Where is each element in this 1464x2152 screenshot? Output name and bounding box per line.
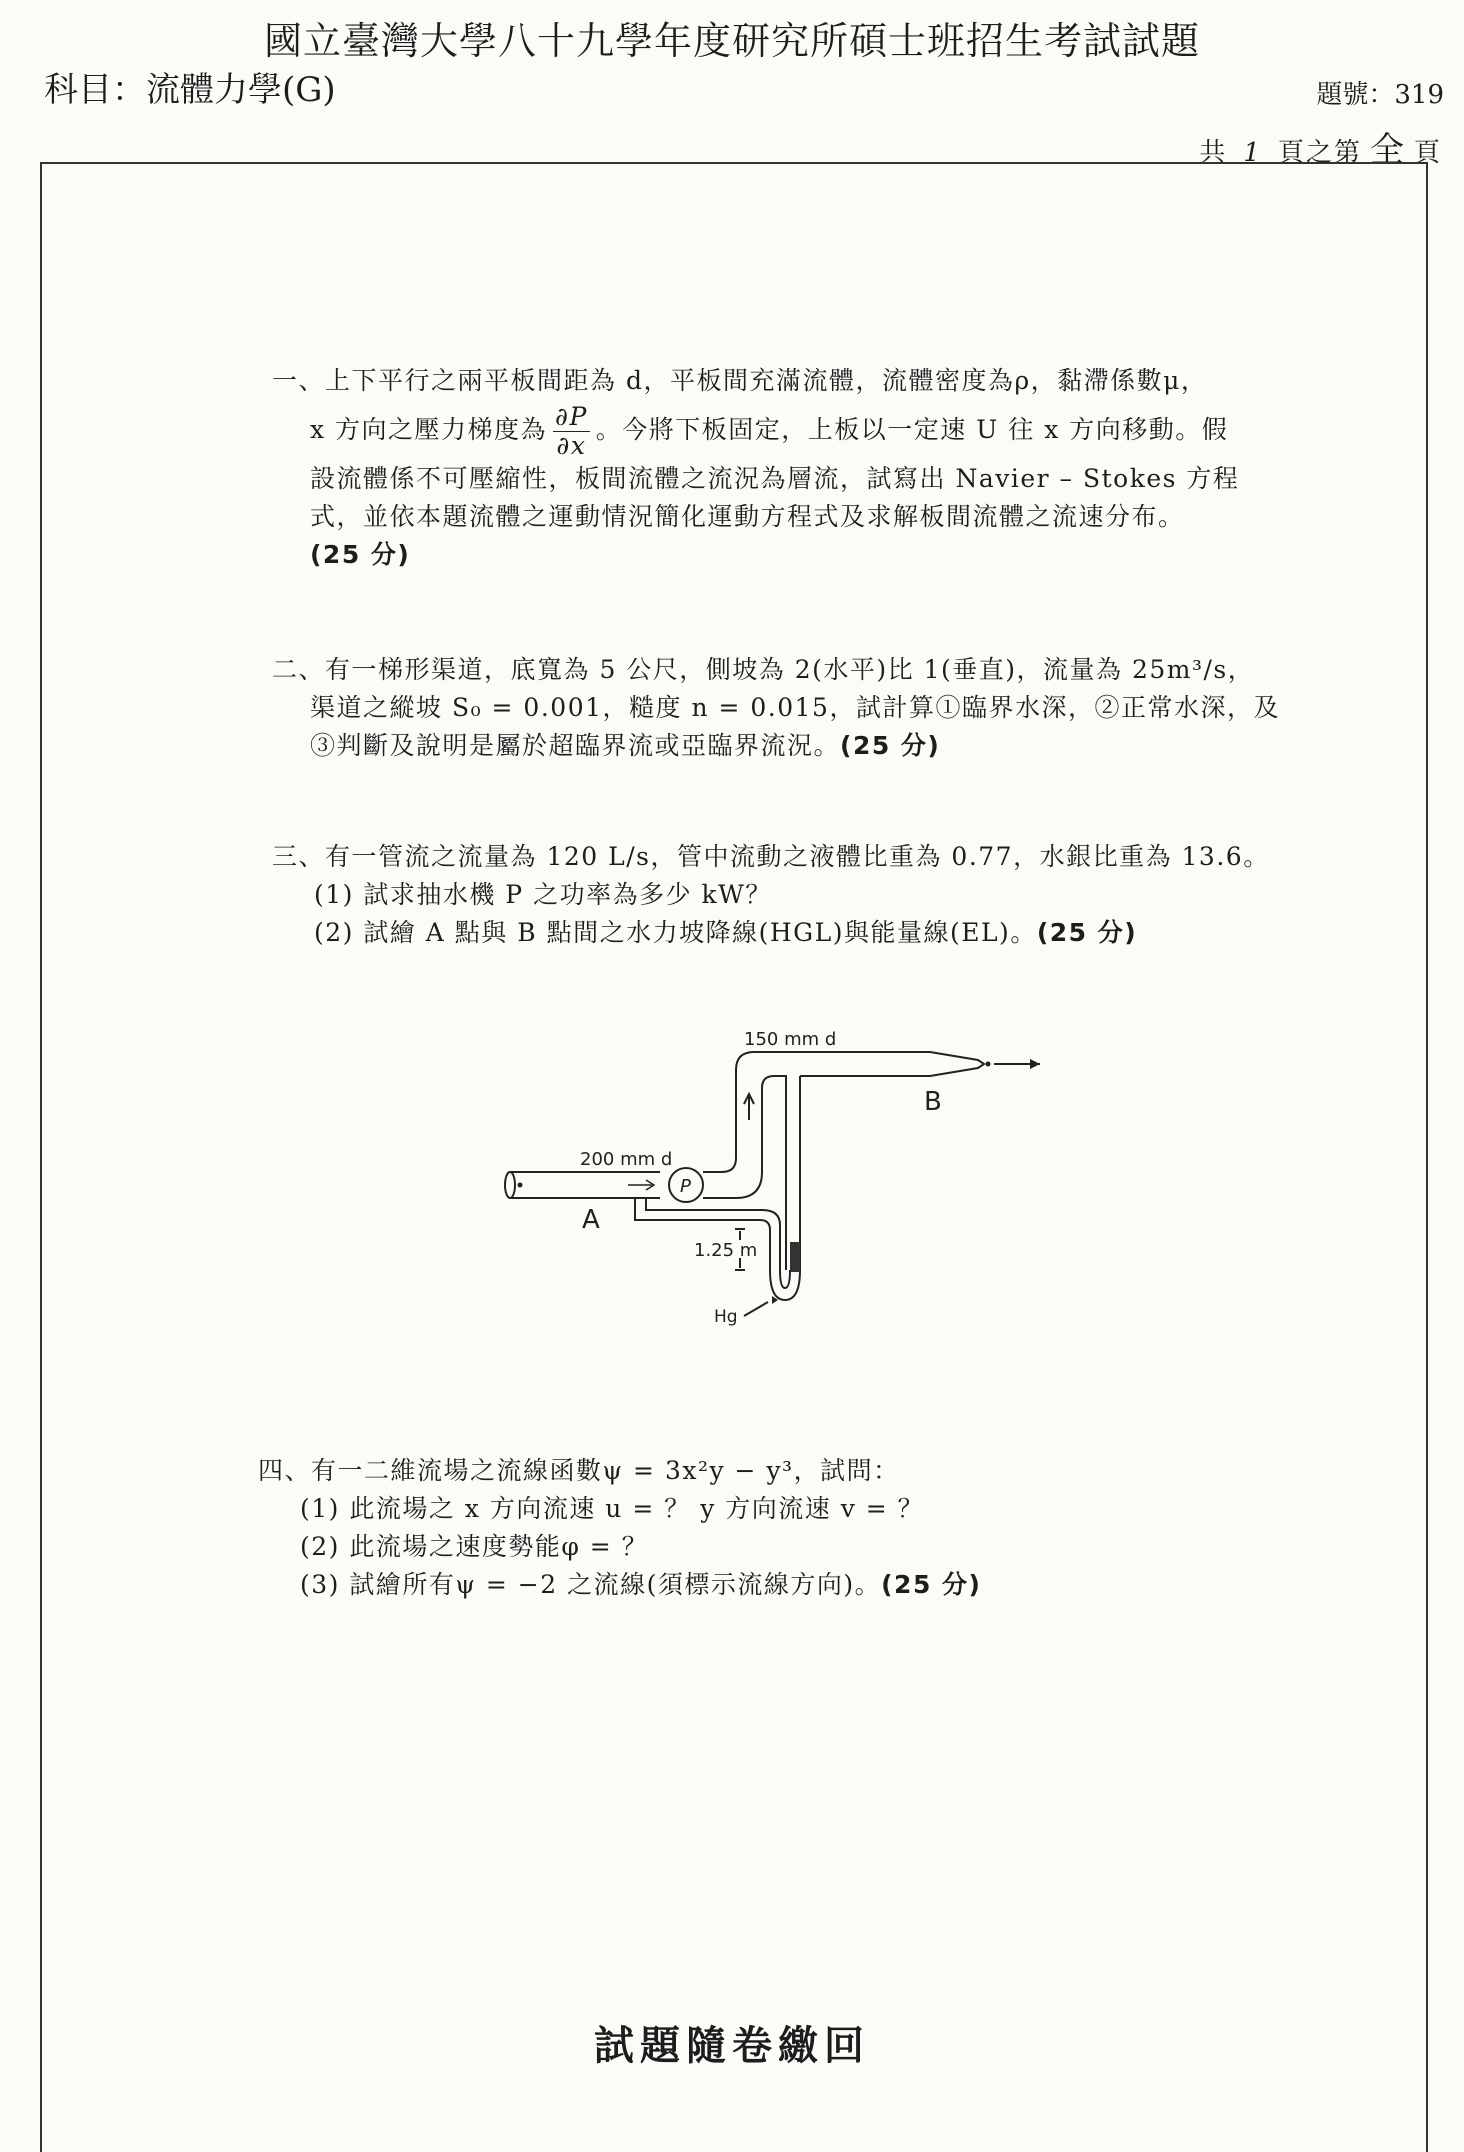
q1-score: (25 分) [310,540,411,569]
mercury-label: Hg [714,1307,738,1327]
q3-sub-1: (1) 試求抽水機 P 之功率為多少 kW？ [314,880,772,909]
q2-line-3-text: ③判斷及說明是屬於超臨界流或亞臨界流況。 [310,731,841,760]
page-end-label: 頁 [1413,138,1442,168]
q1-line-2 [272,400,1239,460]
q2-score: (25 分) [840,731,941,760]
label-150mm: 150 mm d [744,1030,837,1050]
pressure-gradient-fraction [553,403,590,460]
exam-number: 題號：319 [1316,80,1444,110]
height-label: 1.25 m [694,1240,758,1261]
q1-line-4: 式，並依本題流體之運動情況簡化運動方程式及求解板間流體之流速分布。 [310,502,1185,531]
q1-line-3: 設流體係不可壓縮性，板間流體之流況為層流，試寫出 Navier – Stokes 方程 [310,464,1240,493]
page-current: 全 [1369,130,1406,170]
q4-sub-2: (2) 此流場之速度勢能φ = ？ [300,1532,649,1561]
page-total-label: 共 [1199,138,1228,168]
q4-sub-1: (1) 此流場之 x 方向流速 u = ？ y 方向流速 v = ？ [300,1494,925,1523]
fraction-numerator: ∂P [555,402,588,431]
q1-line-1: 一、上下平行之兩平板間距為 d，平板間充滿流體，流體密度為ρ，黏滯係數μ， [272,366,1208,395]
question-3 [272,838,1270,952]
q4-sub-3 [258,1566,981,1604]
q4-line-1: 四、有一二維流場之流線函數ψ = 3x²y − y³，試問： [258,1456,900,1485]
q3-sub-2 [272,914,1270,952]
question-2 [272,651,1280,765]
exam-title: 國立臺灣大學八十九學年度研究所碩士班招生考試試題 [263,19,1200,63]
label-200mm: 200 mm d [580,1149,673,1170]
q2-line-3 [272,727,1280,765]
mercury-column [790,1242,800,1272]
page-total: 1 [1243,138,1262,168]
page-mid-label: 頁之第 [1277,138,1362,168]
q3-sub-2-text: (2) 試繪 A 點與 B 點間之水力坡降線(HGL)與能量線(EL)。 [314,918,1037,947]
q2-line-1: 二、有一梯形渠道，底寬為 5 公尺，側坡為 2(水平)比 1(垂直)，流量為 25m³/s， [272,655,1255,684]
q3-line-1: 三、有一管流之流量為 120 L/s，管中流動之液體比重為 0.77，水銀比重為 13.6。 [272,842,1270,871]
q1-line-2-pre: x 方向之壓力梯度為 [310,415,548,444]
fraction-denominator: ∂x [556,431,587,460]
q4-sub-3-text: (3) 試繪所有ψ = −2 之流線(須標示流線方向)。 [300,1570,882,1599]
pipe-pump-diagram [500,1030,1040,1350]
pump-label: P [680,1176,691,1197]
q3-score: (25 分) [1036,918,1138,947]
q2-line-2: 渠道之縱坡 S₀ = 0.001，糙度 n = 0.015，試計算①臨界水深，②正常水深，及 [310,693,1280,722]
point-b-label: B [924,1087,942,1117]
q4-score: (25 分) [881,1570,982,1599]
return-notice: 試題隨卷繳回 [594,2022,870,2069]
question-4 [258,1452,981,1604]
point-a-label: A [582,1205,600,1235]
subject-label: 科目：流體力學(G) [44,70,336,110]
q1-line-2-post: 。今將下板固定，上板以一定速 U 往 x 方向移動。假 [595,415,1229,444]
question-1 [272,362,1239,574]
